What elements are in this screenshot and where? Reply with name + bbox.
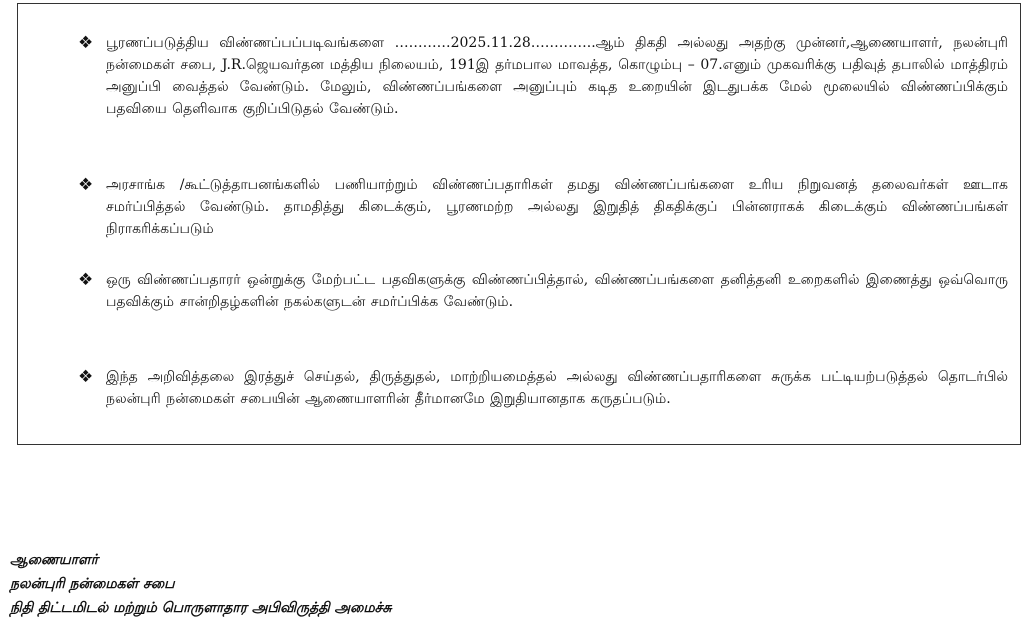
four-diamond-bullet-icon: ❖ xyxy=(78,270,94,290)
notice-box xyxy=(17,3,1021,445)
signature-block xyxy=(10,548,392,620)
list-item xyxy=(78,32,1008,120)
signature-organization: நலன்புரி நன்மைகள் சபை xyxy=(10,576,175,592)
list-item xyxy=(78,366,1008,410)
four-diamond-bullet-icon: ❖ xyxy=(78,175,94,195)
signature-title: ஆணையாளர் xyxy=(10,552,99,568)
bullet-text: ஒரு விண்ணப்பதாரர் ஒன்றுக்கு மேற்பட்ட பதவிகளுக்கு விண்ணப்பித்தால், விண்ணப்பங்களை தனித்தனி உறைகளில் இணைத்து ஒவ்வொரு பதவிக்கும் சான்றிதழ்களின் நகல்களுடன் சமர்ப்பிக்க வேண்டும். xyxy=(106,272,1008,310)
bullet-text: அரசாங்க /கூட்டுத்தாபனங்களில் பணியாற்றும் விண்ணப்பதாரிகள் தமது விண்ணப்பங்களை உரிய நிறுவனத் தலைவர்கள் ஊடாக சமர்ப்பித்தல் வேண்டும். தாமதித்து கிடைக்கும், பூரணமற்ற அல்லது இறுதித் திகதிக்குப் பின்னராகக் கிடைக்கும் விண்ணப்பங்கள் நிராகரிக்கப்படும் xyxy=(106,177,1008,237)
list-item xyxy=(78,269,1008,313)
bullet-text: பூரணப்படுத்திய விண்ணப்பப்படிவங்களை …………2025.11.28…………..ஆம் திகதி அல்லது அதற்கு முன்னர்,ஆணையாளர், நலன்புரி நன்மைகள் சபை, J.R.ஜெயவர்தன மத்திய நிலையம், 191இ தர்மபால மாவத்த, கொழும்பு – 07.எனும் முகவரிக்கு பதிவுத் தபாலில் மாத்திரம் அனுப்பி வைத்தல் வேண்டும். மேலும், விண்ணப்பங்களை அனுப்பும் கடித உறையின் இடதுபக்க மேல் மூலையில் விண்ணப்பிக்கும் பதவியை தெளிவாக குறிப்பிடுதல் வேண்டும். xyxy=(106,35,1008,117)
four-diamond-bullet-icon: ❖ xyxy=(78,367,94,387)
list-item xyxy=(78,174,1008,240)
signature-ministry: நிதி திட்டமிடல் மற்றும் பொருளாதார அபிவிருத்தி அமைச்சு xyxy=(10,600,392,616)
bullet-text: இந்த அறிவித்தலை இரத்துச் செய்தல், திருத்துதல், மாற்றியமைத்தல் அல்லது விண்ணப்பதாரிகளை சுருக்க பட்டியற்படுத்தல் தொடர்பில் நலன்புரி நன்மைகள் சபையின் ஆணையாளரின் தீர்மானமே இறுதியானதாக கருதப்படும். xyxy=(106,369,1008,407)
four-diamond-bullet-icon: ❖ xyxy=(78,33,94,53)
